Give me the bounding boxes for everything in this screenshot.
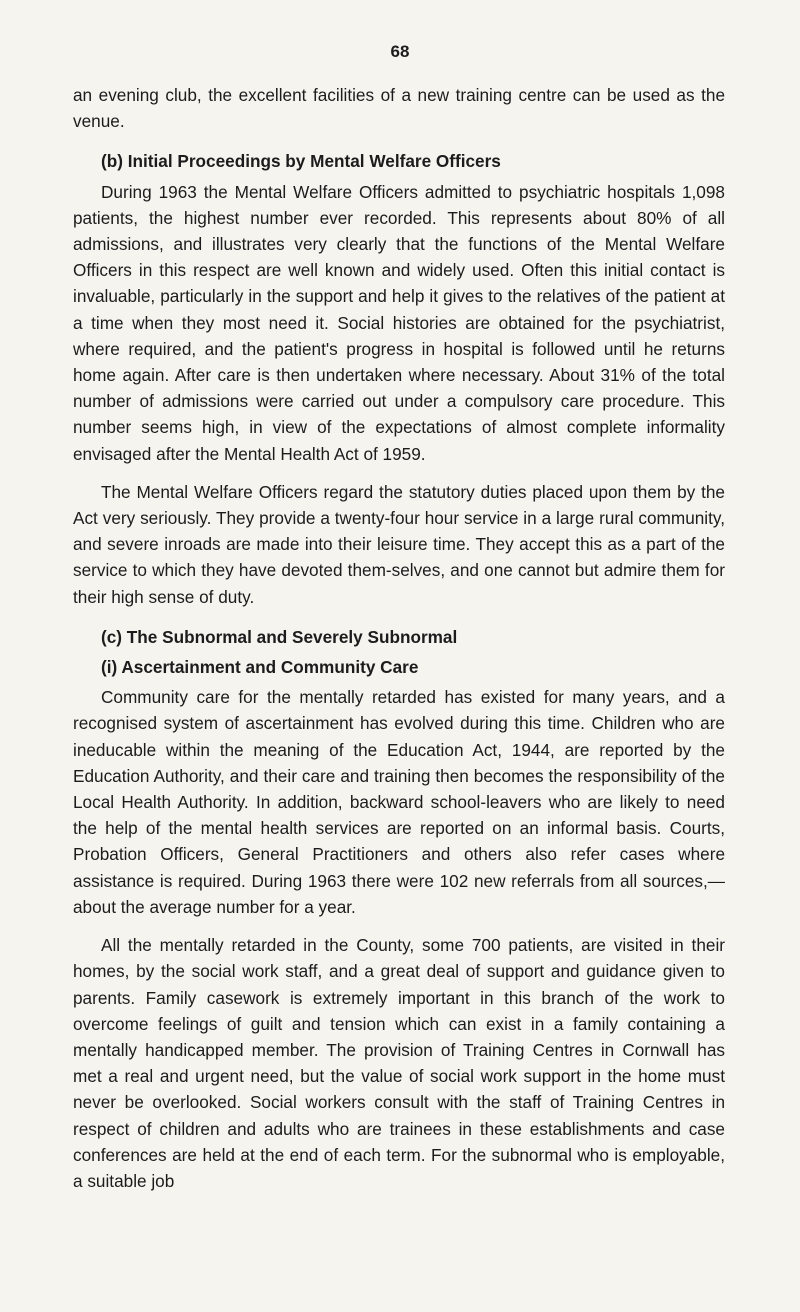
paragraph-initial-proceedings: During 1963 the Mental Welfare Officers admitted to psychiatric hospitals 1,098 patients, the highest number ever recorded. This represents about 80% of all admissions, and illustrates very clearly that the functions of the Mental Welfare Officers in this respect are well known and widely used. Often this initial contact is invaluable, particularly in the support and help it gives to the relatives of the patient at a time when they most need it. Social histories are obtained for the psychiatrist, where required, and the patient's progress in hospital is followed until he returns home again. After care is then undertaken where necessary. About 31% of the total number of admissions were carried out under a compulsory care procedure. This number seems high, in view of the expectations of almost complete informality envisaged after the Mental Health Act of 1959. — [73, 181, 725, 464]
paragraph-home-visits: All the mentally retarded in the County, some 700 patients, are visited in their homes, by the social work staff, and a great deal of support and guidance given to parents. Family casework is extremely important in this branch of the work to overcome feelings of guilt and tension which can exist in a family containing a mentally handicapped member. The provision of Training Centres in Cornwall has met a real and urgent need, but the value of social work support in the home must never be overlooked. Social workers consult with the staff of Training Centres in respect of children and adults who are trainees in these establishments and case conferences are held at the end of each term. For the subnormal who is employable, a suitable job — [73, 935, 725, 1191]
section-heading-c: (c) The Subnormal and Severely Subnormal — [101, 626, 458, 647]
paragraph-statutory-duties: The Mental Welfare Officers regard the statutory duties placed upon them by the Act very seriously. They provide a twenty-four hour service in a large rural community, and severe inroads are made into their leisure time. They accept this as a part of the service to which they have devoted them-selves, and one cannot but admire them for their high sense of duty. — [73, 481, 725, 607]
paragraph-continuation: an evening club, the excellent facilities of a new training centre can be used as the venue. — [73, 85, 725, 132]
section-heading-b: (b) Initial Proceedings by Mental Welfare Officers — [101, 151, 501, 172]
subsection-heading-c-i: (i) Ascertainment and Community Care — [101, 657, 419, 678]
paragraph-community-care: Community care for the mentally retarded has existed for many years, and a recognised system of ascertainment has evolved during this time. Children who are ineducable within the meaning of the Education Act, 1944, are reported by the Education Authority, and their care and training then becomes the responsibility of the Local Health Authority. In addition, backward school-leavers who are likely to need the help of the mental health services are reported on an informal basis. Courts, Probation Officers, General Practitioners and others also refer cases where assistance is required. During 1963 there were 102 new referrals from all sources,—about the average number for a year. — [73, 687, 725, 917]
page-body — [73, 82, 725, 1194]
page-number: 68 — [390, 42, 410, 61]
